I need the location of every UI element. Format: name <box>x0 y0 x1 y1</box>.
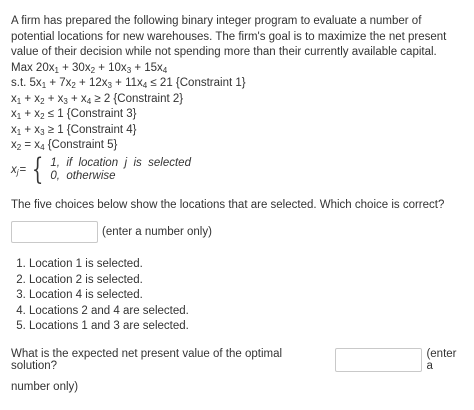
expr-subscript: 2 <box>16 143 22 152</box>
piecewise-cases <box>50 157 191 183</box>
choice-item: 5. Locations 1 and 3 are selected. <box>29 319 466 335</box>
answer-2-input[interactable] <box>335 348 423 372</box>
constraint-1-line <box>11 76 466 92</box>
expr-subscript: 4 <box>86 96 92 106</box>
expr-text: ≤ 21 {Constraint 1} <box>147 77 246 89</box>
expr-subscript: 1 <box>16 127 22 137</box>
expr-subscript: 2 <box>90 65 96 75</box>
question-1-text: The five choices below show the locations that are selected. Which choice is correct? <box>11 198 445 211</box>
expr-text: + 12x <box>75 77 108 89</box>
expr-subscript: 3 <box>63 96 68 106</box>
model-block <box>11 61 466 186</box>
expr-subscript: 3 <box>107 81 112 90</box>
answer-2-hint-start: (enter a <box>426 347 457 372</box>
expr-subscript: 3 <box>126 65 132 75</box>
expr-text: ≤ 1 {Constraint 3} <box>44 108 137 120</box>
objective-line <box>11 61 466 77</box>
answer-1-row <box>11 221 466 243</box>
constraint-5-line <box>11 138 466 154</box>
expr-subscript: 2 <box>40 96 45 106</box>
expr-text: + 7x <box>46 77 72 89</box>
expr-text: + x <box>21 92 41 105</box>
expr-subscript: 1 <box>16 96 22 106</box>
expr-text: = x <box>21 139 41 151</box>
question-content <box>11 14 466 393</box>
left-brace-symbol: { <box>32 152 44 187</box>
answer-1-input[interactable] <box>11 221 98 243</box>
case-selected: 1, if location j is selected <box>50 157 191 169</box>
question-2-text: What is the expected net present value of the optimal solution? <box>11 347 283 372</box>
expr-text: s.t. 5x <box>11 77 42 89</box>
choice-item: 1. Location 1 is selected. <box>29 257 466 273</box>
constraint-2-line <box>11 92 466 108</box>
expr-text: {Constraint 5} <box>44 139 118 151</box>
choice-item: 2. Location 2 is selected. <box>29 273 466 289</box>
expr-text: ≥ 1 {Constraint 4} <box>44 123 137 136</box>
expr-subscript: 1 <box>41 81 47 90</box>
intro-text: A firm has prepared the following binary integer program to evaluate a number of potential locations for new warehouses. The firm's goal is to maximize the net present value of their decision while not spending more than their currently available capital. <box>11 15 447 58</box>
expr-text: + x <box>44 92 64 105</box>
piecewise-equals: = <box>19 164 27 176</box>
question-2-row <box>11 348 466 372</box>
expr-subscript: 4 <box>40 143 45 152</box>
expr-subscript: 2 <box>71 81 76 90</box>
expr-subscript: 2 <box>40 112 45 121</box>
choices-list <box>11 257 466 335</box>
expr-text: x <box>11 108 17 120</box>
answer-2-hint-end: number only) <box>11 380 79 393</box>
expr-text: + 10x <box>95 61 127 74</box>
expr-text: ≥ 2 {Constraint 2} <box>91 92 184 105</box>
expr-text: x <box>11 92 17 105</box>
expr-text: + 30x <box>58 61 91 74</box>
expr-subscript: 1 <box>16 112 22 121</box>
constraint-3-line <box>11 107 466 123</box>
expr-text: + x <box>21 108 41 120</box>
expr-text: x <box>11 139 17 151</box>
piecewise-lhs: $x_j$ <box>11 164 19 177</box>
expr-subscript: 1 <box>54 65 59 75</box>
expr-subscript: 4 <box>162 65 168 75</box>
expr-text: Max 20x <box>11 61 55 74</box>
choice-item: 3. Location 4 is selected. <box>29 288 466 304</box>
answer-1-hint: (enter a number only) <box>102 226 212 238</box>
binary-definition <box>11 152 466 187</box>
constraint-4-line <box>11 123 466 139</box>
expr-text: x <box>11 123 17 136</box>
expr-subscript: 4 <box>142 81 148 90</box>
expr-text: + 15x <box>131 61 163 74</box>
choice-item: 4. Locations 2 and 4 are selected. <box>29 304 466 320</box>
expr-subscript: 3 <box>40 127 45 137</box>
expr-text: + 11x <box>111 77 143 89</box>
case-otherwise: 0, otherwise <box>50 170 116 182</box>
expr-text: + x <box>67 92 87 105</box>
expr-text: + x <box>21 123 41 136</box>
